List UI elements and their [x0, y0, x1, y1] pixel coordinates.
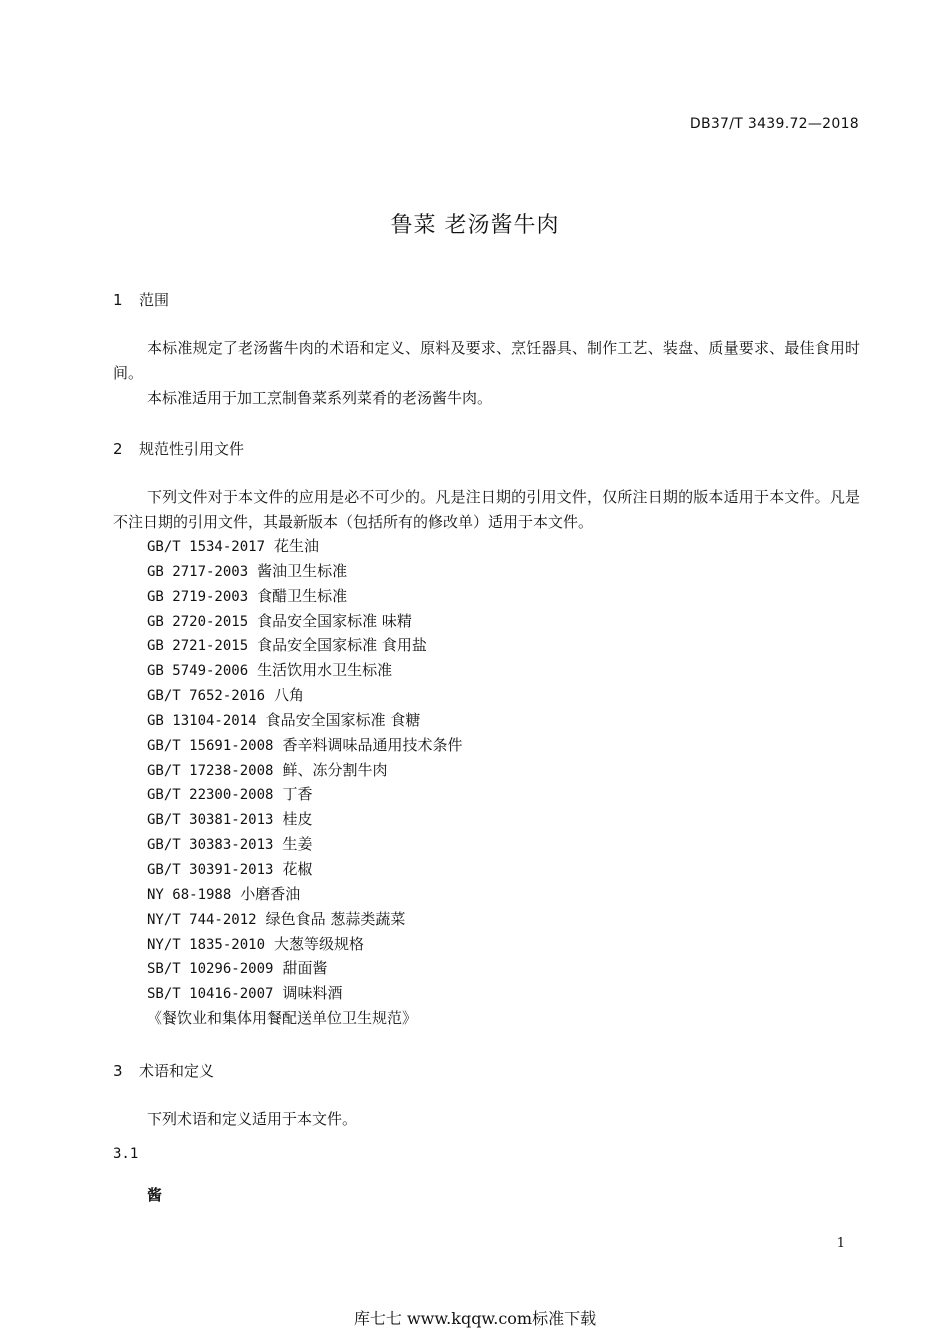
reference-code: GB 2717-2003: [147, 563, 249, 580]
reference-item: [147, 907, 462, 932]
reference-item: [147, 658, 462, 683]
reference-item: [147, 758, 462, 783]
reference-title: 香辛料调味品通用技术条件: [282, 735, 463, 754]
reference-code: NY/T 744-2012: [147, 911, 257, 928]
reference-code: GB 5749-2006: [147, 663, 249, 680]
terms-intro: 下列术语和定义适用于本文件。: [147, 1110, 358, 1128]
reference-title: 花生油: [274, 537, 320, 555]
reference-code: GB/T 30391-2013: [147, 861, 274, 878]
reference-list: [147, 534, 462, 1031]
reference-item: [147, 832, 462, 857]
reference-title: 食品安全国家标准 味精: [257, 611, 412, 630]
section-heading-terms: [113, 1060, 214, 1081]
reference-item: [147, 981, 462, 1006]
reference-title: 酱油卫生标准: [257, 561, 348, 580]
section-heading-normative-references: [113, 438, 244, 459]
reference-item: [147, 733, 462, 758]
reference-title: 小磨香油: [240, 884, 301, 903]
reference-title: 生活饮用水卫生标准: [257, 661, 393, 680]
reference-title: 桂皮: [282, 810, 313, 829]
reference-title: 食品安全国家标准 食糖: [265, 710, 421, 729]
reference-title: 鲜、冻分割牛肉: [282, 760, 388, 779]
term-name: 酱: [147, 1186, 163, 1204]
section-title: 范围: [139, 291, 170, 309]
reference-item: [147, 633, 462, 658]
scope-paragraph-1: 本标准规定了老汤酱牛肉的术语和定义、原料及要求、烹饪器具、制作工艺、装盘、质量要求、最佳食用时间。: [113, 339, 860, 382]
reference-code: GB/T 22300-2008: [147, 787, 274, 804]
reference-item: [147, 559, 462, 584]
standard-code: DB37/T 3439.72—2018: [689, 116, 859, 132]
reference-title: 生姜: [282, 835, 313, 854]
reference-item: [147, 807, 462, 832]
reference-item: [147, 708, 462, 733]
page-number: 1: [836, 1236, 845, 1251]
reference-code: GB 2720-2015: [147, 613, 249, 630]
reference-code: SB/T 10416-2007: [147, 986, 274, 1003]
reference-item: [147, 857, 462, 882]
reference-title: 丁香: [282, 785, 313, 804]
section-number: 3: [113, 1062, 123, 1080]
reference-item: [147, 882, 462, 907]
reference-title: 《餐饮业和集体用餐配送单位卫生规范》: [147, 1009, 418, 1028]
reference-code: NY 68-1988: [147, 886, 232, 903]
reference-title: 食醋卫生标准: [257, 586, 348, 605]
section-number: 1: [113, 291, 123, 309]
scope-paragraph-2: 本标准适用于加工烹制鲁菜系列菜肴的老汤酱牛肉。: [147, 389, 493, 407]
reference-item: [147, 584, 462, 609]
reference-title: 绿色食品 葱蒜类蔬菜: [265, 909, 406, 928]
reference-code: GB 13104-2014: [147, 712, 257, 729]
reference-item: [147, 932, 462, 957]
section-number: 2: [113, 440, 123, 458]
reference-item: [147, 609, 462, 634]
subsection-number: 3.1: [113, 1146, 139, 1162]
reference-item: [147, 683, 462, 708]
reference-title: 大葱等级规格: [274, 934, 365, 953]
reference-code: GB/T 30381-2013: [147, 812, 274, 829]
reference-code: GB 2719-2003: [147, 588, 249, 605]
normative-intro: 下列文件对于本文件的应用是必不可少的。凡是注日期的引用文件，仅所注日期的版本适用于本文件。凡是不注日期的引用文件，其最新版本（包括所有的修改单）适用于本文件。: [113, 488, 860, 531]
reference-item: [147, 782, 462, 807]
reference-title: 八角: [274, 686, 305, 705]
reference-code: GB/T 15691-2008: [147, 737, 274, 754]
reference-code: GB 2721-2015: [147, 638, 249, 655]
document-title: 鲁菜 老汤酱牛肉: [390, 213, 560, 238]
reference-code: NY/T 1835-2010: [147, 936, 266, 953]
section-heading-scope: [113, 289, 169, 310]
footer-watermark: 库七七 www.kqqw.com标准下载: [353, 1309, 597, 1328]
reference-code: SB/T 10296-2009: [147, 961, 274, 978]
reference-code: GB/T 7652-2016: [147, 688, 266, 705]
reference-item-extra: [147, 1006, 462, 1031]
reference-code: GB/T 30383-2013: [147, 837, 274, 854]
reference-title: 食品安全国家标准 食用盐: [257, 636, 427, 655]
reference-code: GB/T 1534-2017: [147, 539, 266, 555]
section-title: 术语和定义: [139, 1062, 215, 1080]
reference-title: 调味料酒: [282, 984, 343, 1003]
reference-title: 花椒: [282, 859, 313, 878]
reference-item: [147, 956, 462, 981]
reference-code: GB/T 17238-2008: [147, 762, 274, 779]
section-title: 规范性引用文件: [139, 440, 245, 458]
reference-item: [147, 534, 462, 559]
reference-title: 甜面酱: [282, 959, 328, 978]
